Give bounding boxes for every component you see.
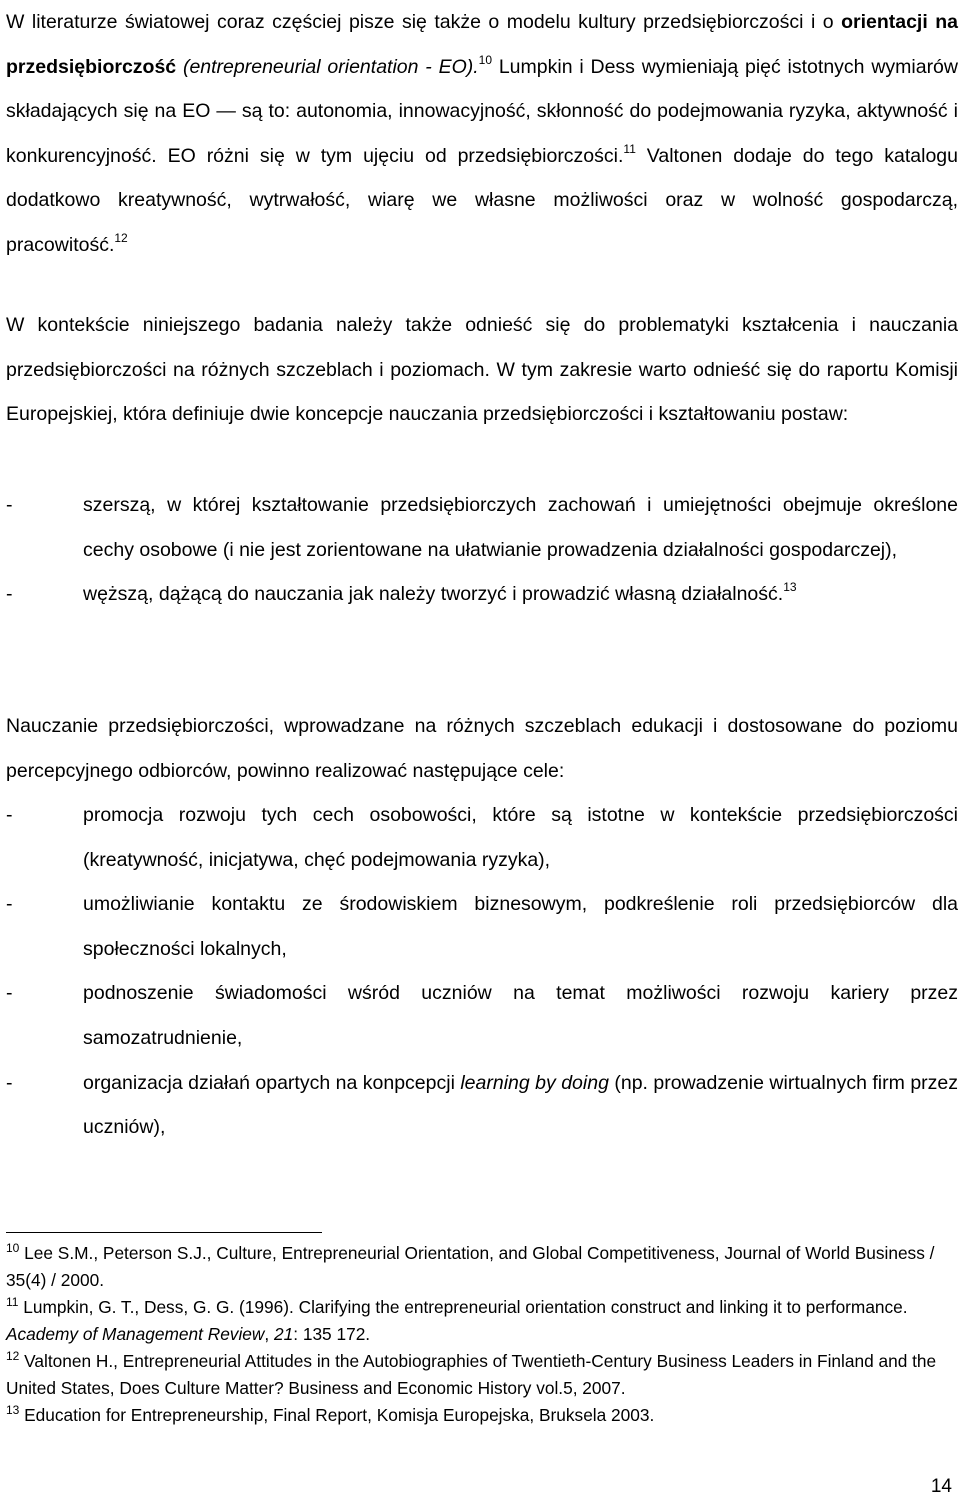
footnote-ref[interactable]: 10 bbox=[478, 52, 493, 67]
list-item bbox=[6, 882, 958, 971]
footnote-number: 11 bbox=[6, 1295, 19, 1309]
list-item-text: (np. prowadzenie wirtualnych firm przez uczniów), bbox=[83, 1071, 958, 1139]
list-dash: - bbox=[6, 494, 13, 516]
footnote-number: 10 bbox=[6, 1241, 20, 1255]
text-segment: Lumpkin i Dess wymieniają pięć istotnych wymiarów składających się na EO — są to: autonomia, innowacyjność, skłonność do podejmowania ryzyka, aktywność i konkurencyjność. EO różni się w tym ujęciu od przedsiębiorczości. bbox=[6, 55, 958, 167]
list-dash: - bbox=[6, 583, 13, 606]
bold-term: orientacji na przedsiębiorczość bbox=[6, 11, 958, 78]
footnote-13 bbox=[6, 1402, 958, 1429]
footnote-text: Valtonen H., Entrepreneurial Attitudes in the Autobiographies of Twentieth-Century Business Leaders in Finland and the United States, Does Culture Matter? Business and Economic History vol.5, 2007. bbox=[6, 1351, 937, 1398]
concepts-list bbox=[6, 483, 958, 617]
list-item bbox=[6, 971, 958, 1060]
footnote-number: 13 bbox=[6, 1403, 20, 1417]
goals-list bbox=[6, 793, 958, 1150]
list-item bbox=[6, 793, 958, 882]
italic-term: (entrepreneurial orientation - EO). bbox=[176, 55, 479, 78]
footnote-10 bbox=[6, 1240, 958, 1294]
list-dash: - bbox=[6, 893, 13, 916]
list-dash: - bbox=[6, 804, 13, 826]
footnote-ref[interactable]: 13 bbox=[783, 580, 797, 595]
footnote-text: : 135 172. bbox=[293, 1324, 371, 1344]
paragraph-education-context: W kontekście niniejszego badania należy także odnieść się do problematyki kształcenia i nauczania przedsiębiorczości na różnych szczeblach i poziomach. W tym zakresie warto odnieść się do raportu Komisji Europejskiej, która definiuje dwie koncepcje nauczania przedsiębiorczości i kształtowaniu postaw: bbox=[6, 314, 958, 426]
footnotes bbox=[6, 1240, 958, 1429]
footnote-italic: 21 bbox=[274, 1324, 294, 1344]
footnote-12 bbox=[6, 1348, 958, 1402]
footnote-italic: Academy of Management Review bbox=[6, 1324, 265, 1344]
italic-term: learning by doing bbox=[460, 1071, 609, 1094]
list-item bbox=[6, 572, 958, 617]
footnote-number: 12 bbox=[6, 1349, 20, 1363]
list-item bbox=[6, 483, 958, 572]
page-number: 14 bbox=[930, 1476, 952, 1497]
footnote-text: Education for Entrepreneurship, Final Report, Komisja Europejska, Bruksela 2003. bbox=[19, 1405, 655, 1425]
list-item bbox=[6, 1061, 958, 1150]
footnote-text: Lee S.M., Peterson S.J., Culture, Entrepreneurial Orientation, and Global Competitiveness, Journal of World Business / 35(4) / 2000. bbox=[6, 1243, 935, 1290]
list-item-text: podnoszenie świadomości wśród uczniów na temat możliwości rozwoju kariery przez samozatrudnienie, bbox=[83, 982, 958, 1049]
list-item-text: promocja rozwoju tych cech osobowości, które są istotne w kontekście przedsiębiorczości (kreatywność, inicjatywa, chęć podejmowania ryzyka), bbox=[83, 804, 958, 871]
list-dash: - bbox=[6, 982, 13, 1005]
paragraph-eo bbox=[6, 0, 958, 268]
text-segment: Valtonen dodaje do tego katalogu dodatkowo kreatywność, wytrwałość, wiarę we własne możliwości oraz w wolność gospodarczą, pracowitość. bbox=[6, 144, 958, 256]
footnote-separator bbox=[6, 1232, 322, 1233]
list-item-text: umożliwianie kontaktu ze środowiskiem biznesowym, podkreślenie roli przedsiębiorców dla społeczności lokalnych, bbox=[83, 893, 958, 960]
footnote-text: , bbox=[264, 1324, 274, 1344]
list-item-text: szerszą, w której kształtowanie przedsiębiorczych zachowań i umiejętności obejmuje określone cechy osobowe (i nie jest zorientowane na ułatwianie prowadzenia działalności gospodarczej), bbox=[83, 494, 958, 561]
footnote-text: Lumpkin, G. T., Dess, G. G. (1996). Clarifying the entrepreneurial orientation construct and linking it to performance. bbox=[18, 1297, 908, 1317]
footnote-ref[interactable]: 12 bbox=[114, 230, 128, 245]
paragraph-goals: Nauczanie przedsiębiorczości, wprowadzane na różnych szczeblach edukacji i dostosowane do poziomu percepcyjnego odbiorców, powinno realizować następujące cele: bbox=[6, 715, 958, 782]
list-item-text: organizacja działań opartych na konpcepcji bbox=[83, 1071, 461, 1094]
footnote-11 bbox=[6, 1294, 958, 1348]
text-segment: W literaturze światowej coraz częściej pisze się także o modelu kultury przedsiębiorczości i o bbox=[6, 11, 842, 33]
footnote-ref[interactable]: 11 bbox=[623, 141, 636, 156]
list-item-text: węższą, dążącą do nauczania jak należy tworzyć i prowadzić własną działalność. bbox=[83, 583, 784, 606]
list-dash: - bbox=[6, 1071, 13, 1094]
